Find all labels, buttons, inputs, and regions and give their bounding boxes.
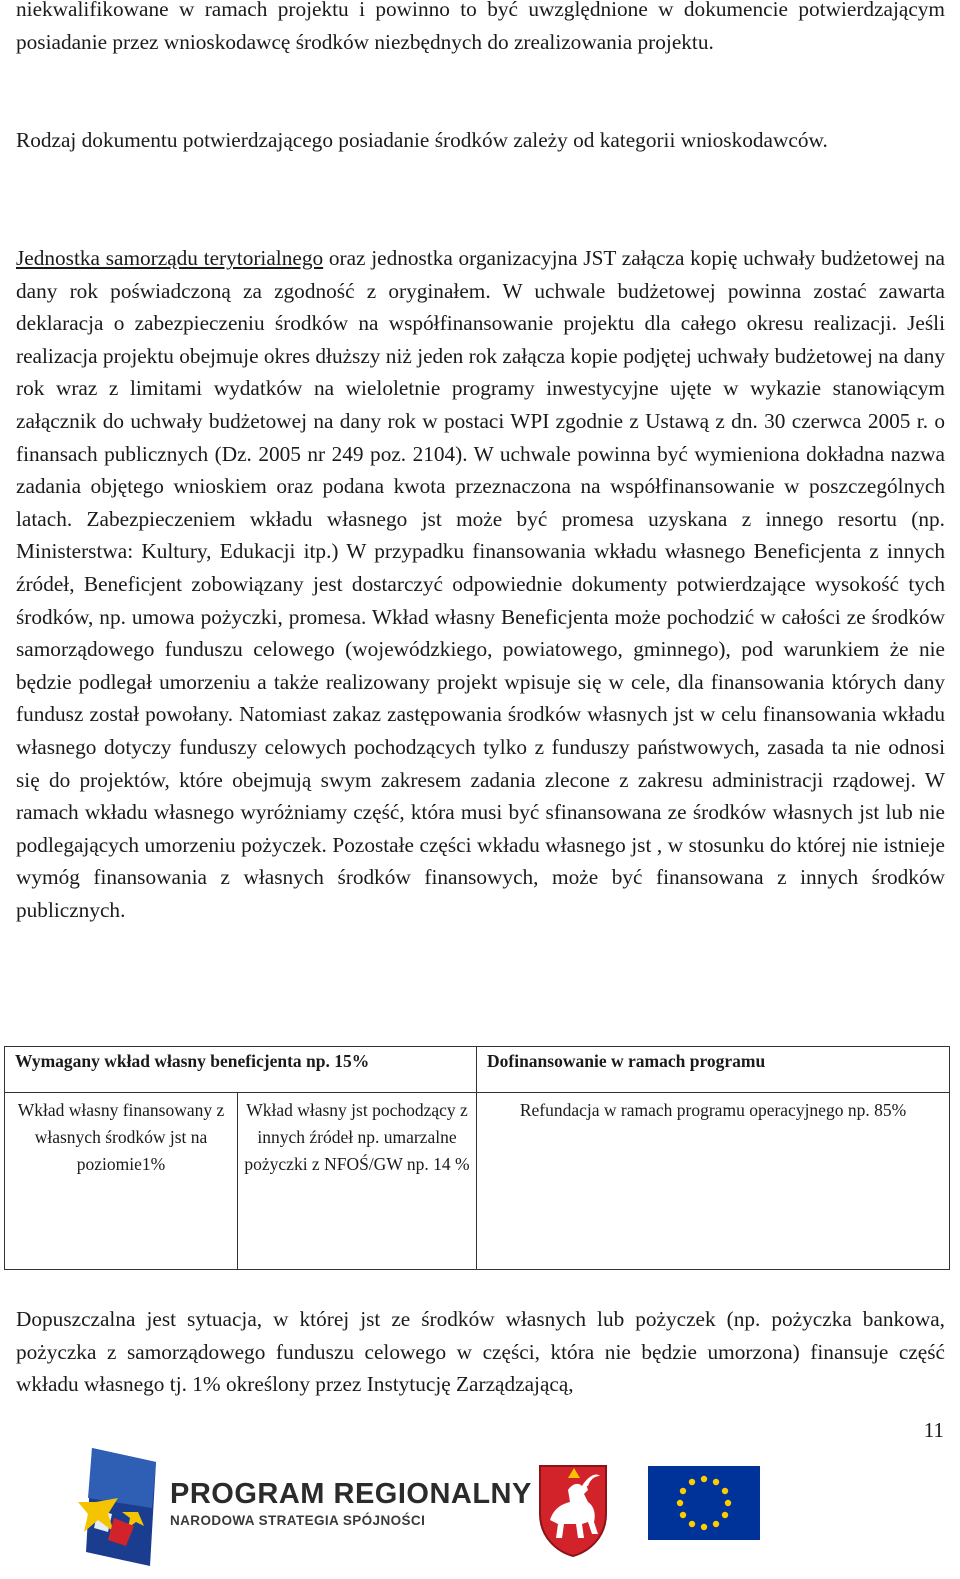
underlined-term: Jednostka samorządu terytorialnego [16,246,324,270]
paragraph-1: niekwalifikowane w ramach projektu i powinno to być uwzględnione w dokumencie potwierdzającym posiadanie przez wnioskodawcę środków niezbędnych do zrealizowania projektu. [16,0,945,54]
header-own-contribution: Wymagany wkład własny beneficjenta np. 15% [5,1047,477,1093]
program-regionalny-logo-icon [78,1448,168,1566]
funding-table [4,1046,950,1270]
paragraph-4: Dopuszczalna jest sytuacja, w której jst ze środków własnych lub pożyczek (np. pożyczka bankowa, pożyczka z samorządowego funduszu celowego w części, która nie będzie umorzona) finansuje część wkładu własnego tj. 1% określony przez Instytucję Zarządzającą, [16,1307,945,1397]
cell-own-funds: Wkład własny finansowany z własnych środków jst na poziomie1% [5,1093,238,1270]
program-subtitle: NARODOWA STRATEGIA SPÓJNOŚCI [170,1513,426,1528]
eu-flag-icon [648,1466,760,1540]
header-program-funding: Dofinansowanie w ramach programu [477,1047,950,1093]
lubelskie-coat-of-arms-icon [538,1462,608,1558]
table-row [5,1093,950,1270]
page-number: 11 [923,1418,944,1442]
cell-other-sources: Wkład własny jst pochodzący z innych źródeł np. umarzalne pożyczki z NFOŚ/GW np. 14 % [238,1093,477,1270]
program-text [170,1478,532,1528]
paragraph-3-body: oraz jednostka organizacyjna JST załącza kopię uchwały budżetowej na dany rok poświadczoną za zgodność z oryginałem. W uchwale budżetowej powinna zostać zawarta deklaracja o zabezpieczeniu środków na współfinansowanie projektu dla całego okresu realizacji. Jeśli realizacja projektu obejmuje okres dłuższy niż jeden rok załącza kopie podjętej uchwały budżetowej na dany rok wraz z limitami wydatków na wieloletnie programy inwestycyjne ujęte w wykazie stanowiącym załącznik do uchwały budżetowej na dany rok w postaci WPI zgodnie z Ustawą z dn. 30 czerwca 2005 r. o finansach publicznych (Dz. 2005 nr 249 poz. 2104). W uchwale powinna być wymieniona dokładna nazwa zadania objętego wnioskiem oraz podana kwota przeznaczona na współfinansowanie w poszczególnych latach. Zabezpieczeniem wkładu własnego jst może być promesa uzyskana z innego resortu (np. Ministerstwa: Kultury, Edukacji itp.) W przypadku finansowania wkładu własnego Beneficjenta z innych źródeł, Beneficjent zobowiązany jest dostarczyć odpowiednie dokumenty potwierdzające wysokość tych środków, np. umowa pożyczki, promesa. Wkład własny Beneficjenta może pochodzić w całości ze środków samorządowego funduszu celowego (wojewódzkiego, powiatowego, gminnego), pod warunkiem że nie będzie podlegał umorzeniu a także realizowany projekt wpisuje się w cele, dla finansowania których dany fundusz został powołany. Natomiast zakaz zastępowania środków własnych jst w celu finansowania wkładu własnego dotyczy funduszy celowych pochodzących tylko z funduszy państwowych, zasada ta nie odnosi się do projektów, które obejmują swym zakresem zadania zlecone z zakresu administracji rządowej. W ramach wkładu własnego wyróżniamy część, która musi być sfinansowana ze środków własnych jst lub nie podlegających umorzeniu pożyczek. Pozostałe części wkładu własnego jst , w stosunku do której nie istnieje wymóg finansowania z własnych środków finansowych, może być finansowana z innych środków publicznych. [16,246,945,922]
cell-refund: Refundacja w ramach programu operacyjnego np. 85% [477,1093,950,1270]
footer-logos [0,1440,960,1579]
program-title: PROGRAM REGIONALNY [170,1478,532,1510]
table-row [5,1047,950,1093]
paragraph-2: Rodzaj dokumentu potwierdzającego posiadanie środków zależy od kategorii wnioskodawców. [16,128,828,152]
paragraph-3 [16,242,945,926]
